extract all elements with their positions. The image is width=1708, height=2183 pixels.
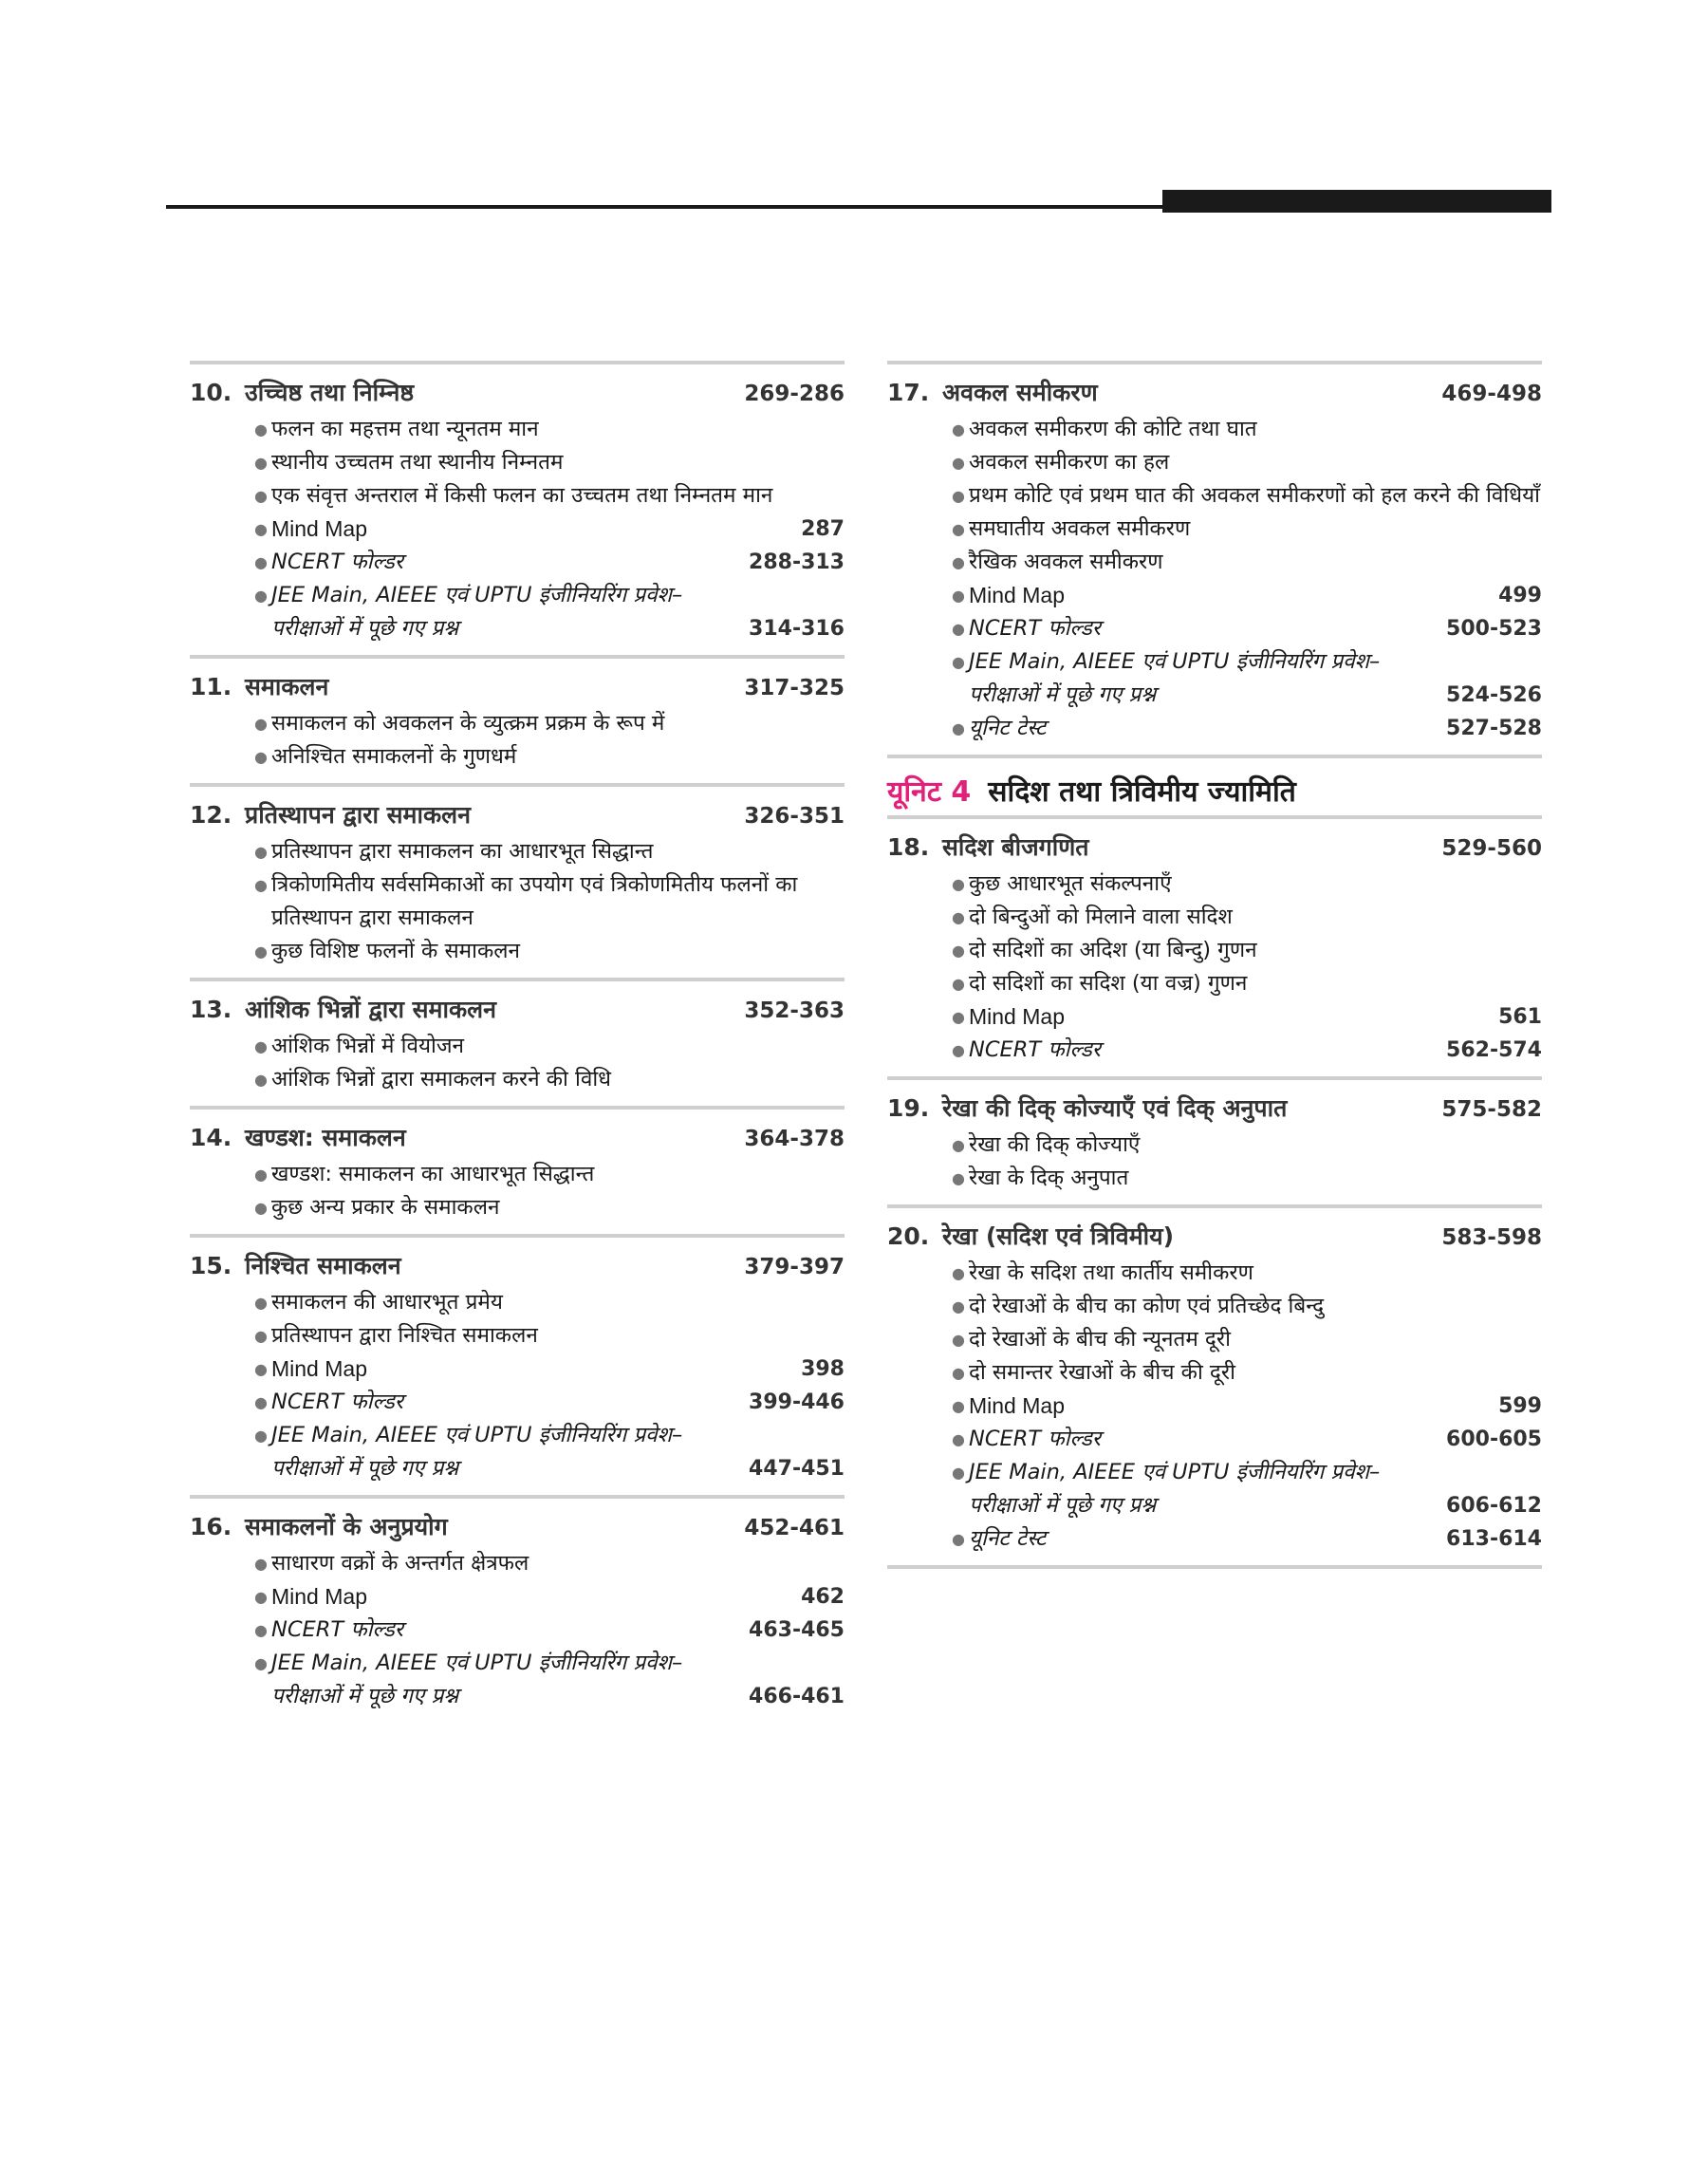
toc-item-text: NCERT फोल्डर <box>969 1427 1101 1451</box>
chapter-pages: 529-560 <box>1441 836 1542 861</box>
toc-item[interactable] <box>190 446 845 479</box>
toc-item-text: JEE Main, AIEEE एवं UPTU इंजीनियरिंग प्रवेश–परीक्षाओं में पूछे गए प्रश्न <box>271 1423 683 1481</box>
toc-item-text: समाकलन की आधारभूत प्रमेय <box>271 1290 503 1315</box>
toc-item-text: NCERT फोल्डर <box>271 1390 403 1414</box>
bullet-icon: ● <box>952 908 965 926</box>
toc-item[interactable] <box>190 835 845 868</box>
toc-item[interactable] <box>190 1286 845 1319</box>
chapter-number: 10. <box>190 379 232 406</box>
unit-label: यूनिट 4 <box>887 775 972 809</box>
bullet-icon: ● <box>952 1264 965 1282</box>
chapter-pages: 364-378 <box>744 1127 845 1151</box>
toc-item[interactable] <box>887 1257 1542 1290</box>
chapter-pages: 452-461 <box>744 1516 845 1540</box>
toc-item[interactable] <box>887 901 1542 934</box>
toc-item-text: Mind Map <box>969 1004 1065 1029</box>
bullet-icon: ● <box>254 942 268 961</box>
toc-item-pages: 527-528 <box>1446 717 1542 740</box>
toc-item-pages: 398 <box>801 1357 845 1381</box>
chapter-title: सदिश बीजगणित <box>942 833 1089 861</box>
chapter-title: रेखा की दिक् कोज्याएँ एवं दिक् अनुपात <box>942 1094 1288 1122</box>
chapter-heading[interactable] <box>190 374 845 413</box>
chapter-heading[interactable] <box>887 374 1542 413</box>
chapter-pages: 352-363 <box>744 998 845 1023</box>
toc-item-text: Mind Map <box>271 1356 367 1381</box>
toc-item-text: प्रतिस्थापन द्वारा समाकलन का आधारभूत सिद्धान्त <box>271 839 654 864</box>
toc-item-text: JEE Main, AIEEE एवं UPTU इंजीनियरिंग प्रवेश–परीक्षाओं में पूछे गए प्रश्न <box>271 1651 683 1708</box>
bullet-icon: ● <box>952 1464 965 1482</box>
chapter-section <box>190 978 845 1106</box>
chapter-number: 13. <box>190 996 232 1023</box>
chapter-number: 14. <box>190 1124 232 1151</box>
toc-item[interactable] <box>887 1129 1542 1162</box>
toc-item-text: समघातीय अवकल समीकरण <box>969 516 1191 541</box>
chapter-heading[interactable] <box>190 1119 845 1158</box>
toc-item[interactable] <box>887 1356 1542 1390</box>
toc-item-text: कुछ विशिष्ट फलनों के समाकलन <box>271 939 520 963</box>
toc-item-pages: 462 <box>801 1585 845 1609</box>
toc-item[interactable] <box>887 868 1542 901</box>
toc-item-pages: 466-461 <box>749 1685 845 1708</box>
toc-item[interactable] <box>887 513 1542 546</box>
toc-item[interactable] <box>190 546 845 579</box>
bullet-icon: ● <box>254 520 268 538</box>
chapter-heading[interactable] <box>190 668 845 707</box>
bullet-icon: ● <box>254 420 268 438</box>
bullet-icon: ● <box>254 1166 268 1184</box>
toc-item[interactable] <box>887 579 1542 612</box>
chapter-number: 19. <box>887 1094 930 1122</box>
toc-item-pages: 288-313 <box>749 550 845 574</box>
toc-item[interactable] <box>887 712 1542 745</box>
chapter-title: समाकलनों के अनुप्रयोग <box>245 1513 448 1540</box>
bullet-icon: ● <box>952 1136 965 1154</box>
toc-item-text: रेखा के सदिश तथा कार्तीय समीकरण <box>969 1260 1253 1285</box>
bullet-icon: ● <box>254 1199 268 1217</box>
toc-item-text: खण्डश: समाकलन का आधारभूत सिद्धान्त <box>271 1162 595 1186</box>
chapter-number: 20. <box>887 1222 930 1250</box>
toc-item[interactable] <box>190 1386 845 1419</box>
toc-item[interactable] <box>190 1353 845 1386</box>
toc-item-pages: 447-451 <box>749 1457 845 1481</box>
chapter-number: 15. <box>190 1252 232 1279</box>
bullet-icon: ● <box>952 1430 965 1448</box>
toc-item-text: यूनिट टेस्ट <box>969 1526 1047 1551</box>
bullet-icon: ● <box>952 454 965 472</box>
chapter-number: 12. <box>190 801 232 829</box>
chapter-title: समाकलन <box>245 673 329 700</box>
toc-item-text: NCERT फोल्डर <box>271 1617 403 1642</box>
bullet-icon: ● <box>254 1037 268 1055</box>
toc-item[interactable] <box>887 446 1542 479</box>
bullet-icon: ● <box>952 1397 965 1415</box>
chapter-pages: 583-598 <box>1441 1225 1542 1250</box>
bullet-icon: ● <box>952 1331 965 1349</box>
bullet-icon: ● <box>952 1041 965 1059</box>
chapter-number: 18. <box>887 833 930 861</box>
toc-item-text: Mind Map <box>969 1393 1065 1418</box>
toc-item[interactable] <box>887 1034 1542 1067</box>
toc-item[interactable] <box>190 1191 845 1224</box>
toc-item-text: स्थानीय उच्चतम तथा स्थानीय निम्नतम <box>271 450 564 475</box>
toc-item[interactable] <box>190 1030 845 1063</box>
chapter-number: 16. <box>190 1513 232 1540</box>
toc-item[interactable] <box>190 707 845 740</box>
header-bar <box>1162 190 1551 213</box>
bullet-icon: ● <box>254 454 268 472</box>
header-rule <box>166 205 1162 209</box>
toc-item-text: JEE Main, AIEEE एवं UPTU इंजीनियरिंग प्रवेश–परीक्षाओं में पूछे गए प्रश्न <box>969 649 1381 707</box>
toc-item-text: अवकल समीकरण की कोटि तथा घात <box>969 417 1257 441</box>
toc-item[interactable] <box>887 1390 1542 1423</box>
bullet-icon: ● <box>254 1555 268 1573</box>
toc-item-text: दो सदिशों का सदिश (या वज्र) गुणन <box>969 971 1248 996</box>
chapter-section <box>887 361 1542 755</box>
chapter-heading[interactable] <box>190 796 845 835</box>
toc-item-pages: 500-523 <box>1446 617 1542 641</box>
toc-item-text: कुछ आधारभूत संकल्पनाएँ <box>969 871 1172 896</box>
toc-item[interactable] <box>887 1162 1542 1195</box>
bullet-icon: ● <box>952 1169 965 1187</box>
bullet-icon: ● <box>952 553 965 571</box>
toc-item[interactable] <box>887 967 1542 1000</box>
chapter-title: निश्चित समाकलन <box>245 1252 401 1279</box>
chapter-heading[interactable] <box>190 991 845 1030</box>
toc-item[interactable] <box>887 934 1542 967</box>
toc-item-text: JEE Main, AIEEE एवं UPTU इंजीनियरिंग प्रवेश–परीक्षाओं में पूछे गए प्रश्न <box>271 583 683 641</box>
chapter-pages: 575-582 <box>1441 1097 1542 1122</box>
chapter-heading[interactable] <box>190 1247 845 1286</box>
toc-item[interactable] <box>887 1456 1542 1522</box>
bullet-icon: ● <box>952 975 965 993</box>
chapter-title: खण्डश: समाकलन <box>245 1124 406 1151</box>
toc-item-text: फलन का महत्तम तथा न्यूनतम मान <box>271 417 539 441</box>
bullet-icon: ● <box>254 1360 268 1378</box>
bullet-icon: ● <box>952 653 965 671</box>
chapter-title: अवकल समीकरण <box>942 379 1098 406</box>
bullet-icon: ● <box>254 1427 268 1445</box>
toc-item[interactable] <box>190 479 845 513</box>
toc-item-pages: 399-446 <box>749 1390 845 1414</box>
toc-item-pages: 606-612 <box>1446 1494 1542 1518</box>
toc-item[interactable] <box>190 513 845 546</box>
toc-item-pages: 561 <box>1498 1005 1542 1029</box>
toc-item-pages: 600-605 <box>1446 1427 1542 1451</box>
toc-item-text: JEE Main, AIEEE एवं UPTU इंजीनियरिंग प्रवेश–परीक्षाओं में पूछे गए प्रश्न <box>969 1460 1381 1518</box>
toc-item[interactable] <box>190 1419 845 1485</box>
chapter-section <box>190 655 845 783</box>
chapter-title: रेखा (सदिश एवं त्रिविमीय) <box>942 1222 1175 1250</box>
toc-item[interactable] <box>887 1423 1542 1456</box>
bullet-icon: ● <box>952 1530 965 1548</box>
chapter-number: 17. <box>887 379 930 406</box>
toc-item-text: आंशिक भिन्नों में वियोजन <box>271 1034 465 1058</box>
toc-item-pages: 562-574 <box>1446 1038 1542 1062</box>
bullet-icon: ● <box>254 1327 268 1345</box>
toc-item-text: प्रथम कोटि एवं प्रथम घात की अवकल समीकरणों को हल करने की विधियाँ <box>969 483 1540 508</box>
chapter-number: 11. <box>190 673 232 700</box>
bullet-icon: ● <box>952 1364 965 1382</box>
bullet-icon: ● <box>254 1294 268 1312</box>
bullet-icon: ● <box>952 875 965 893</box>
chapter-heading[interactable] <box>887 1218 1542 1257</box>
toc-item-text: Mind Map <box>271 1584 367 1609</box>
toc-item[interactable] <box>190 935 845 968</box>
bullet-icon: ● <box>952 1297 965 1315</box>
toc-item[interactable] <box>887 479 1542 513</box>
chapter-pages: 269-286 <box>744 382 845 406</box>
toc-item[interactable] <box>887 1323 1542 1356</box>
toc-item-text: दो रेखाओं के बीच का कोण एवं प्रतिच्छेद बिन्दु <box>969 1294 1325 1318</box>
toc-item-text: साधारण वक्रों के अन्तर्गत क्षेत्रफल <box>271 1551 529 1576</box>
unit-heading <box>887 755 1542 815</box>
bullet-icon: ● <box>952 487 965 505</box>
toc-item-text: रेखा के दिक् अनुपात <box>969 1166 1129 1190</box>
chapter-section <box>190 361 845 655</box>
toc-item-text: एक संवृत्त अन्तराल में किसी फलन का उच्चतम तथा निम्नतम मान <box>271 483 773 508</box>
bullet-icon: ● <box>952 420 965 438</box>
toc-item[interactable] <box>190 1158 845 1191</box>
toc-item-text: Mind Map <box>969 583 1065 607</box>
bullet-icon: ● <box>254 1071 268 1089</box>
toc-item-text: कुछ अन्य प्रकार के समाकलन <box>271 1195 500 1220</box>
chapter-pages: 379-397 <box>744 1255 845 1279</box>
bullet-icon: ● <box>254 553 268 571</box>
chapter-section <box>190 1234 845 1495</box>
chapter-pages: 317-325 <box>744 676 845 700</box>
toc-item-text: त्रिकोणमितीय सर्वसमिकाओं का उपयोग एवं त्रिकोणमितीय फलनों का प्रतिस्थापन द्वारा समाकलन <box>271 872 798 930</box>
bullet-icon: ● <box>952 520 965 538</box>
chapter-section <box>190 1106 845 1234</box>
toc-item[interactable] <box>887 546 1542 579</box>
bullet-icon: ● <box>254 487 268 505</box>
toc-item[interactable] <box>190 413 845 446</box>
toc-item-pages: 314-316 <box>749 617 845 641</box>
toc-item-pages: 613-614 <box>1446 1527 1542 1551</box>
bullet-icon: ● <box>254 587 268 605</box>
toc-item[interactable] <box>190 1580 845 1614</box>
toc-item[interactable] <box>190 1547 845 1580</box>
toc-item[interactable] <box>190 579 845 645</box>
toc-item-text: प्रतिस्थापन द्वारा निश्चित समाकलन <box>271 1323 538 1348</box>
toc-item[interactable] <box>887 1000 1542 1034</box>
toc-item[interactable] <box>887 1522 1542 1556</box>
toc-item-pages: 599 <box>1498 1394 1542 1418</box>
chapter-section <box>190 1495 845 1723</box>
bullet-icon: ● <box>952 942 965 960</box>
bullet-icon: ● <box>254 1654 268 1672</box>
chapter-title: आंशिक भिन्नों द्वारा समाकलन <box>245 996 497 1023</box>
toc-item[interactable] <box>887 1290 1542 1323</box>
chapter-section <box>887 815 1542 1076</box>
chapter-title: उच्चिष्ठ तथा निम्निष्ठ <box>245 379 415 406</box>
bullet-icon: ● <box>952 1008 965 1026</box>
bullet-icon: ● <box>254 876 268 894</box>
unit-title: सदिश तथा त्रिविमीय ज्यामिति <box>988 775 1296 809</box>
toc-item-text: रैखिक अवकल समीकरण <box>969 550 1163 574</box>
chapter-section <box>190 783 845 978</box>
bullet-icon: ● <box>952 719 965 737</box>
chapter-heading[interactable] <box>887 829 1542 868</box>
toc-item-pages: 524-526 <box>1446 683 1542 707</box>
toc-item[interactable] <box>887 612 1542 645</box>
toc-item-pages: 463-465 <box>749 1618 845 1642</box>
toc-item[interactable] <box>887 413 1542 446</box>
bullet-icon: ● <box>952 620 965 638</box>
toc-item-text: आंशिक भिन्नों द्वारा समाकलन करने की विधि <box>271 1067 612 1092</box>
bullet-icon: ● <box>952 587 965 605</box>
toc-item-text: दो समान्तर रेखाओं के बीच की दूरी <box>969 1360 1235 1385</box>
toc-item-pages: 499 <box>1498 584 1542 607</box>
toc-item-text: अवकल समीकरण का हल <box>969 450 1170 475</box>
toc-item-text: NCERT फोल्डर <box>969 616 1101 641</box>
toc-item-text: दो सदिशों का अदिश (या बिन्दु) गुणन <box>969 938 1257 962</box>
toc-item-pages: 287 <box>801 517 845 541</box>
toc-item-text: दो बिन्दुओं को मिलाने वाला सदिश <box>969 905 1233 929</box>
chapter-section <box>887 1076 1542 1204</box>
toc-item-text: रेखा की दिक् कोज्याएँ <box>969 1132 1141 1157</box>
toc-right-column <box>887 361 1542 1569</box>
toc-item[interactable] <box>190 1063 845 1096</box>
toc-item-text: यूनिट टेस्ट <box>969 716 1047 740</box>
bullet-icon: ● <box>254 1393 268 1411</box>
toc-item[interactable] <box>190 740 845 774</box>
chapter-pages: 469-498 <box>1441 382 1542 406</box>
chapter-title: प्रतिस्थापन द्वारा समाकलन <box>245 801 472 829</box>
toc-item[interactable] <box>190 1614 845 1647</box>
chapter-heading[interactable] <box>887 1090 1542 1129</box>
chapter-heading[interactable] <box>190 1508 845 1547</box>
toc-item[interactable] <box>190 1647 845 1713</box>
toc-item-text: NCERT फोल्डर <box>271 550 403 574</box>
bullet-icon: ● <box>254 1588 268 1606</box>
toc-item-text: Mind Map <box>271 516 367 541</box>
toc-item-text: अनिश्चित समाकलनों के गुणधर्म <box>271 744 517 769</box>
toc-item[interactable] <box>190 1319 845 1353</box>
toc-item[interactable] <box>887 645 1542 712</box>
toc-left-column <box>190 361 845 1723</box>
toc-item-text: दो रेखाओं के बीच की न्यूनतम दूरी <box>969 1327 1231 1352</box>
chapter-pages: 326-351 <box>744 804 845 829</box>
bullet-icon: ● <box>254 1621 268 1639</box>
bullet-icon: ● <box>254 843 268 861</box>
chapter-section <box>887 1204 1542 1569</box>
toc-item[interactable] <box>190 868 845 935</box>
bullet-icon: ● <box>254 748 268 766</box>
toc-item-text: समाकलन को अवकलन के व्युत्क्रम प्रक्रम के रूप में <box>271 711 665 736</box>
bullet-icon: ● <box>254 715 268 733</box>
toc-item-text: NCERT फोल्डर <box>969 1037 1101 1062</box>
